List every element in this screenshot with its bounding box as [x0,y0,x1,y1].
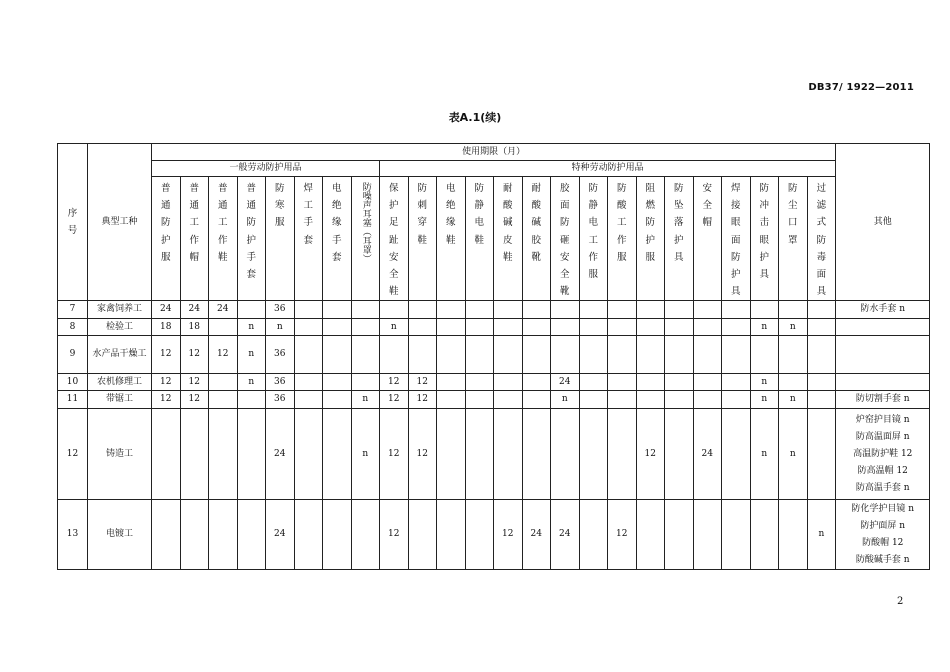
period-cell [465,409,494,500]
column-header: 胶面防砸安全靴 [551,177,580,301]
job-type: 铸造工 [88,409,152,500]
period-cell: 12 [380,409,409,500]
other-ppe-item: 防高温手套 n [855,482,910,493]
column-header: 普通防护服 [152,177,181,301]
period-cell [437,301,466,319]
period-cell [522,336,551,374]
period-cell: n [380,319,409,336]
period-cell [665,319,694,336]
period-cell [693,374,722,391]
period-cell: 24 [551,374,580,391]
period-cell [294,500,323,570]
row-number: 12 [58,409,88,500]
period-cell: 12 [408,409,437,500]
column-header: 过滤式防毒面具 [807,177,836,301]
period-cell [551,319,580,336]
period-cell [779,336,808,374]
period-cell: n [807,500,836,570]
period-cell [693,391,722,409]
period-cell [323,409,352,500]
job-type: 家禽饲养工 [88,301,152,319]
other-ppe-cell [836,409,930,500]
column-header: 防静电工作服 [579,177,608,301]
period-cell [437,319,466,336]
period-cell [608,374,637,391]
period-cell [522,301,551,319]
period-cell [579,500,608,570]
period-cell [294,301,323,319]
other-ppe-item: 防护面屏 n [860,520,906,531]
period-cell [551,409,580,500]
period-cell: 12 [152,336,181,374]
period-cell [380,301,409,319]
period-cell: 24 [152,301,181,319]
period-cell [722,500,751,570]
period-cell [209,391,238,409]
column-header: 焊接眼面防护具 [722,177,751,301]
period-cell: n [750,319,779,336]
column-header: 防静电鞋 [465,177,494,301]
period-cell [294,319,323,336]
period-cell [437,336,466,374]
period-cell [608,319,637,336]
period-cell [579,319,608,336]
period-cell [465,391,494,409]
period-cell [779,374,808,391]
period-cell [494,409,523,500]
column-header: 普通工作鞋 [209,177,238,301]
period-cell [579,409,608,500]
period-cell [437,391,466,409]
period-cell [494,336,523,374]
period-cell [351,374,380,391]
period-cell [807,319,836,336]
job-type: 带锯工 [88,391,152,409]
period-cell [351,301,380,319]
table-row [58,319,930,336]
job-type: 农机修理工 [88,374,152,391]
period-cell [779,301,808,319]
row-number: 10 [58,374,88,391]
period-cell [522,374,551,391]
period-cell [636,319,665,336]
period-cell [237,391,266,409]
period-cell [351,500,380,570]
period-cell [693,301,722,319]
period-cell [551,336,580,374]
period-cell: 24 [693,409,722,500]
other-ppe-cell [836,301,930,319]
period-cell [408,500,437,570]
column-header: 普通工作帽 [180,177,209,301]
job-type: 水产品干燥工 [88,336,152,374]
period-cell [750,301,779,319]
row-number: 7 [58,301,88,319]
period-cell [522,409,551,500]
period-cell [323,336,352,374]
period-cell [294,374,323,391]
period-cell: 36 [266,374,295,391]
period-cell: 12 [636,409,665,500]
column-header: 防刺穿鞋 [408,177,437,301]
page-number: 2 [897,596,904,607]
period-cell: 12 [380,500,409,570]
period-cell [665,409,694,500]
period-cell: 24 [209,301,238,319]
column-header: 防坠落护具 [665,177,694,301]
period-cell [807,336,836,374]
period-cell [636,336,665,374]
table-row [58,409,930,500]
period-cell [294,409,323,500]
period-cell: n [237,319,266,336]
period-cell: 12 [180,336,209,374]
other-ppe-item: 防酸碱手套 n [855,554,910,565]
row-number: 9 [58,336,88,374]
column-header: 保护足趾安全鞋 [380,177,409,301]
period-cell [608,391,637,409]
period-cell [237,409,266,500]
column-header: 防冲击眼护具 [750,177,779,301]
period-cell [693,500,722,570]
period-cell [408,336,437,374]
period-cell: n [551,391,580,409]
other-ppe-item: 防酸帽 12 [862,537,904,548]
period-cell [722,391,751,409]
period-cell [465,301,494,319]
period-cell: 12 [180,374,209,391]
period-cell [807,374,836,391]
period-cell [722,409,751,500]
other-ppe-cell [836,336,930,374]
period-cell [294,391,323,409]
period-cell [237,500,266,570]
period-cell: 12 [380,374,409,391]
table-row [58,336,930,374]
other-ppe-item: 防高温帽 12 [857,465,908,476]
period-cell [380,336,409,374]
period-cell: 12 [380,391,409,409]
period-cell: 24 [266,409,295,500]
column-header: 耐酸碱胶靴 [522,177,551,301]
period-cell [807,409,836,500]
period-cell [579,374,608,391]
table-title: 表A.1(续) [448,111,502,124]
period-cell [465,374,494,391]
period-cell: 12 [408,374,437,391]
period-cell [494,374,523,391]
period-cell: n [750,409,779,500]
period-cell [608,301,637,319]
period-cell [237,301,266,319]
period-cell [665,391,694,409]
general-ppe-header: 一般劳动防护用品 [152,161,380,177]
column-header: 焊工手套 [294,177,323,301]
period-cell [579,336,608,374]
period-cell [465,500,494,570]
period-cell [551,301,580,319]
seq-header: 序号 [58,144,88,301]
period-cell [665,301,694,319]
period-cell [722,374,751,391]
period-cell: n [237,336,266,374]
period-cell [722,319,751,336]
period-cell [437,409,466,500]
period-cell [779,500,808,570]
period-cell [608,336,637,374]
period-cell: 36 [266,301,295,319]
period-cell [351,319,380,336]
period-cell [665,336,694,374]
special-ppe-header: 特种劳动防护用品 [380,161,836,177]
period-cell [494,319,523,336]
usage-period-table [57,143,930,570]
column-header: 防噪声耳塞（耳罩） [351,177,380,301]
column-header: 普通防护手套 [237,177,266,301]
period-cell: 18 [152,319,181,336]
period-cell: n [266,319,295,336]
period-cell [323,374,352,391]
period-cell: 12 [408,391,437,409]
other-ppe-cell [836,500,930,570]
period-cell [351,336,380,374]
period-cell [693,319,722,336]
period-cell: 12 [209,336,238,374]
period-cell [665,500,694,570]
other-ppe-item: 高温防护鞋 12 [853,448,913,459]
period-cell [807,391,836,409]
document-code: DB37/ 1922—2011 [808,82,914,93]
period-cell [209,409,238,500]
period-cell [693,336,722,374]
period-cell [465,336,494,374]
period-cell [522,391,551,409]
period-cell [209,319,238,336]
period-cell [750,500,779,570]
period-cell: 12 [180,391,209,409]
period-cell: n [237,374,266,391]
period-cell [807,301,836,319]
period-cell [152,409,181,500]
job-type: 检验工 [88,319,152,336]
column-header: 耐酸碱皮鞋 [494,177,523,301]
period-cell [408,301,437,319]
period-cell: 12 [152,391,181,409]
period-cell [323,391,352,409]
other-header: 其他 [836,144,930,301]
period-cell [437,374,466,391]
column-header: 安全帽 [693,177,722,301]
period-cell: n [779,409,808,500]
column-header: 防酸工作服 [608,177,637,301]
other-ppe-item: 防化学护目镜 n [851,503,915,514]
job-type: 电镀工 [88,500,152,570]
row-number: 11 [58,391,88,409]
period-cell [294,336,323,374]
period-cell: 24 [266,500,295,570]
period-cell [180,500,209,570]
period-cell: 36 [266,391,295,409]
usage-period-header: 使用期限（月） [152,144,836,161]
column-header: 电绝缘手套 [323,177,352,301]
table-row [58,374,930,391]
period-cell [465,319,494,336]
other-ppe-cell [836,391,930,409]
period-cell: n [750,374,779,391]
row-number: 13 [58,500,88,570]
period-cell: 12 [494,500,523,570]
type-header: 典型工种 [88,144,152,301]
other-ppe-item: 防高温面屏 n [855,431,910,442]
header-row-usage [58,144,930,161]
period-cell: n [351,409,380,500]
period-cell [494,391,523,409]
column-header: 阻燃防护服 [636,177,665,301]
period-cell [209,374,238,391]
period-cell [665,374,694,391]
period-cell: 24 [551,500,580,570]
period-cell [636,500,665,570]
period-cell: n [779,391,808,409]
table-row [58,301,930,319]
period-cell [323,500,352,570]
other-ppe-item: 炉窑护目镜 n [855,414,910,425]
period-cell [209,500,238,570]
period-cell [152,500,181,570]
other-ppe-item: 防切割手套 n [855,394,910,405]
row-number: 8 [58,319,88,336]
table-row [58,500,930,570]
period-cell [323,319,352,336]
period-cell [494,301,523,319]
table-row [58,391,930,409]
other-ppe-cell [836,374,930,391]
period-cell: 18 [180,319,209,336]
period-cell: 24 [180,301,209,319]
period-cell [408,319,437,336]
other-ppe-item: 防水手套 n [860,304,906,315]
column-header: 防寒服 [266,177,295,301]
header-row-columns [58,177,930,301]
period-cell [579,301,608,319]
header-row-groups [58,161,930,177]
period-cell: n [750,391,779,409]
period-cell: 24 [522,500,551,570]
period-cell [722,301,751,319]
period-cell: 12 [152,374,181,391]
period-cell [579,391,608,409]
period-cell [636,391,665,409]
period-cell [636,301,665,319]
period-cell [750,336,779,374]
period-cell: n [779,319,808,336]
period-cell [608,409,637,500]
period-cell [437,500,466,570]
period-cell [722,336,751,374]
column-header: 防尘口罩 [779,177,808,301]
period-cell [522,319,551,336]
period-cell: 12 [608,500,637,570]
period-cell [323,301,352,319]
period-cell: n [351,391,380,409]
period-cell [180,409,209,500]
period-cell: 36 [266,336,295,374]
period-cell [636,374,665,391]
other-ppe-cell [836,319,930,336]
column-header: 电绝缘鞋 [437,177,466,301]
